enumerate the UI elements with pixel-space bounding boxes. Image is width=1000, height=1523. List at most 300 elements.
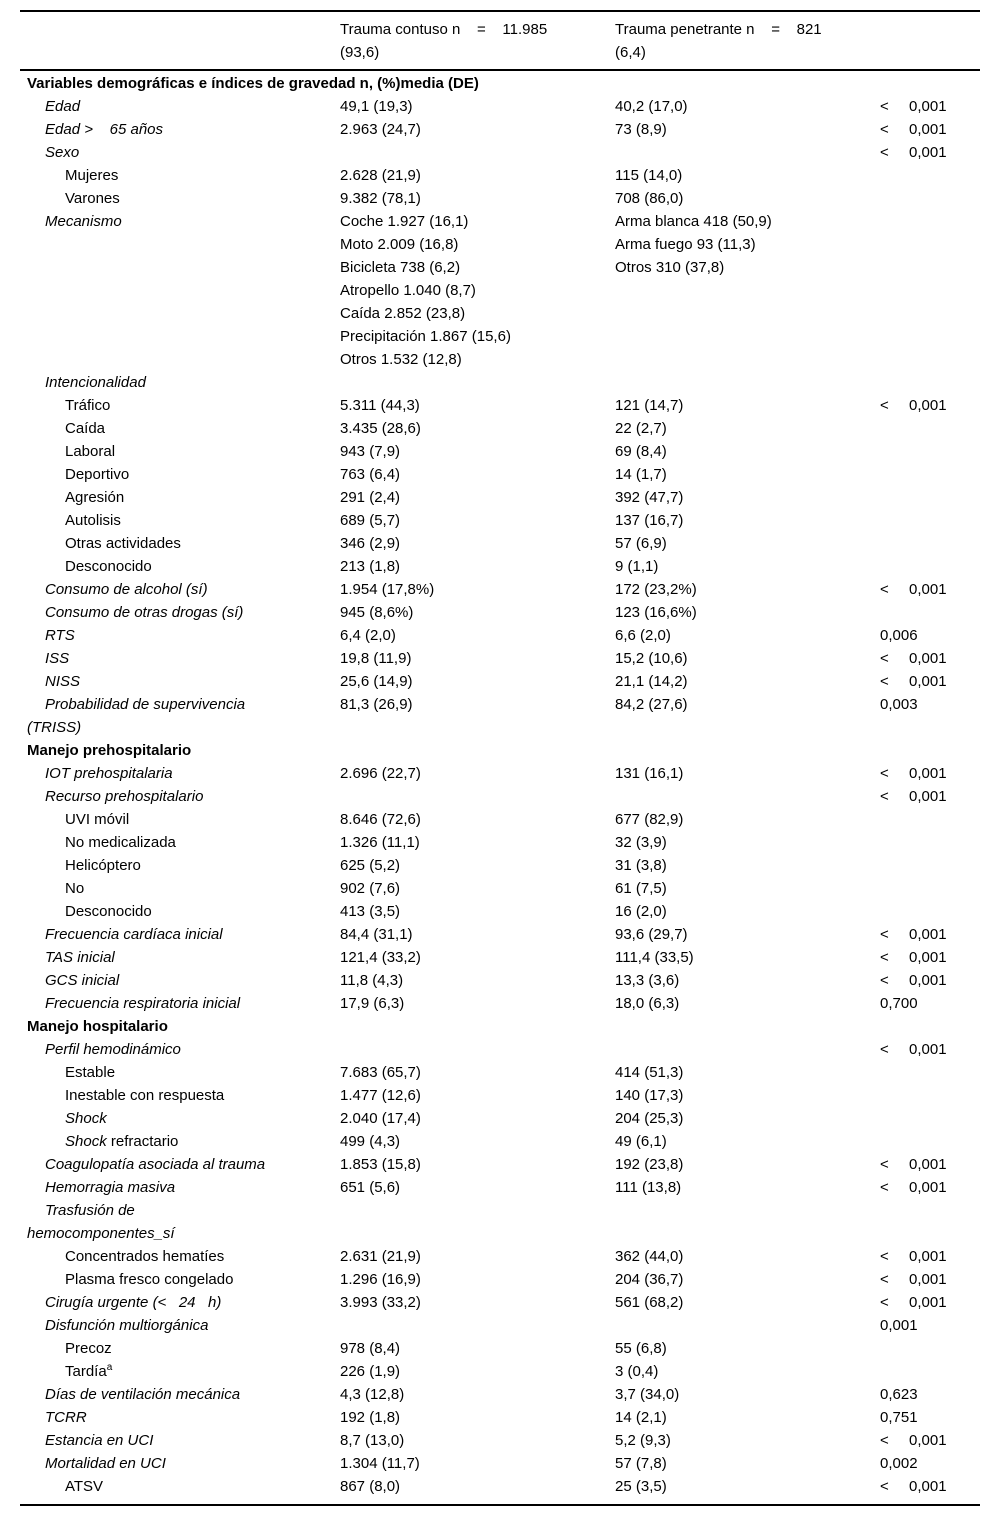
cell-p-value [880, 1015, 980, 1038]
table-row [20, 1475, 980, 1498]
cell-trauma-penetrante: 111,4 (33,5) [615, 949, 694, 966]
column-header-trauma-contuso [340, 18, 615, 64]
row-label: ATSV [65, 1478, 104, 1495]
column-header-trauma-contuso-line2: (93,6) [340, 44, 380, 61]
cell-trauma-contuso: 978 (8,4) [340, 1340, 401, 1357]
table-row [20, 1245, 980, 1268]
table-row [20, 463, 980, 486]
table-body [20, 71, 980, 1506]
row-label: Manejo hospitalario [27, 1018, 168, 1035]
table-row [20, 371, 980, 394]
row-label: Inestable con respuesta [65, 1087, 225, 1104]
row-label: Concentrados hematíes [65, 1248, 225, 1265]
cell-trauma-penetrante: 172 (23,2%) [615, 581, 697, 598]
row-label: No [65, 880, 85, 897]
cell-trauma-contuso: 1.296 (16,9) [340, 1271, 421, 1288]
cell-trauma-penetrante: 14 (2,1) [615, 1409, 667, 1426]
less-than-sign: < [880, 788, 889, 805]
row-label: UVI móvil [65, 811, 130, 828]
less-than-sign: < [880, 397, 889, 414]
cell-p-value: 0,751 [880, 1409, 918, 1426]
row-label: Mecanismo [45, 213, 122, 230]
cell-trauma-penetrante: 362 (44,0) [615, 1248, 684, 1265]
cell-p-value [880, 877, 980, 900]
cell-trauma-penetrante [615, 141, 880, 164]
cell-trauma-contuso: 9.382 (78,1) [340, 190, 421, 207]
cell-p-value: 0,006 [880, 627, 918, 644]
cell-trauma-contuso: 2.963 (24,7) [340, 121, 421, 138]
cell-trauma-contuso: 902 (7,6) [340, 880, 401, 897]
row-label: Sexo [45, 144, 80, 161]
row-label: Laboral [65, 443, 116, 460]
table-row [20, 417, 980, 440]
cell-p-value: < 0,001 [880, 1153, 980, 1176]
cell-trauma-penetrante: 6,6 (2,0) [615, 627, 671, 644]
cell-trauma-contuso [340, 1199, 615, 1245]
cell-p-value [880, 1199, 980, 1245]
cell-trauma-contuso: 121,4 (33,2) [340, 949, 421, 966]
table-row [20, 486, 980, 509]
less-than-sign: < [880, 581, 889, 598]
cell-trauma-contuso: 8,7 (13,0) [340, 1432, 405, 1449]
row-label: Recurso prehospitalario [45, 788, 204, 805]
cell-trauma-contuso: 499 (4,3) [340, 1133, 401, 1150]
table-row [20, 1314, 980, 1337]
cell-p-value: 0,001 [880, 1317, 918, 1334]
row-label: Helicóptero [65, 857, 141, 874]
row-label: Cirugía urgente (< 24 h) [45, 1294, 222, 1311]
row-label: Intencionalidad [45, 374, 146, 391]
cell-trauma-penetrante: 414 (51,3) [615, 1064, 684, 1081]
less-than-sign: < [880, 673, 889, 690]
less-than-sign: < [880, 926, 889, 943]
cell-trauma-contuso: 81,3 (26,9) [340, 696, 413, 713]
cell-trauma-contuso: 763 (6,4) [340, 466, 401, 483]
cell-trauma-contuso: 25,6 (14,9) [340, 673, 413, 690]
cell-trauma-contuso [340, 739, 615, 762]
cell-trauma-contuso: 1.326 (11,1) [340, 834, 420, 851]
cell-trauma-contuso: 226 (1,9) [340, 1363, 401, 1380]
row-label: ISS [45, 650, 70, 667]
cell-trauma-contuso: 5.311 (44,3) [340, 397, 420, 414]
table-row [20, 831, 980, 854]
cell-p-value: < 0,001 [880, 1268, 980, 1291]
cell-trauma-penetrante: 137 (16,7) [615, 512, 684, 529]
footnote-marker: a [106, 1362, 113, 1373]
row-label: Plasma fresco congelado [65, 1271, 234, 1288]
cell-trauma-contuso: 945 (8,6%) [340, 604, 414, 621]
column-header-trauma-penetrante-line1: Trauma penetrante n = 821 [615, 21, 822, 38]
cell-p-value: 0,623 [880, 1386, 918, 1403]
table-row [20, 1061, 980, 1084]
row-label: Edad > 65 años [45, 121, 164, 138]
table-row [20, 923, 980, 946]
table-row [20, 808, 980, 831]
table-row [20, 394, 980, 417]
cell-trauma-penetrante: 131 (16,1) [615, 765, 684, 782]
row-label: Consumo de otras drogas (sí) [45, 604, 244, 621]
cell-trauma-contuso: 1.954 (17,8%) [340, 581, 435, 598]
cell-trauma-penetrante [615, 1015, 880, 1038]
table-row [20, 187, 980, 210]
less-than-sign: < [880, 1156, 889, 1173]
cell-trauma-contuso [340, 141, 615, 164]
less-than-sign: < [880, 1248, 889, 1265]
cell-trauma-penetrante: 73 (8,9) [615, 121, 667, 138]
cell-trauma-contuso: 1.304 (11,7) [340, 1455, 420, 1472]
cell-trauma-penetrante: 16 (2,0) [615, 903, 667, 920]
table-row [20, 900, 980, 923]
table-row [20, 1199, 980, 1245]
cell-trauma-contuso: 291 (2,4) [340, 489, 401, 506]
table-row [20, 1107, 980, 1130]
table-row [20, 578, 980, 601]
cell-trauma-penetrante [615, 72, 880, 95]
less-than-sign: < [880, 1478, 889, 1495]
table-row [20, 1452, 980, 1475]
table-row [20, 555, 980, 578]
cell-trauma-penetrante: 13,3 (3,6) [615, 972, 680, 989]
cell-trauma-penetrante: 15,2 (10,6) [615, 650, 688, 667]
cell-p-value: < 0,001 [880, 95, 980, 118]
cell-trauma-penetrante: 115 (14,0) [615, 167, 683, 184]
cell-trauma-penetrante: 18,0 (6,3) [615, 995, 680, 1012]
row-label: Mujeres [65, 167, 119, 184]
table-row [20, 1406, 980, 1429]
row-label: Desconocido [65, 903, 152, 920]
column-header-trauma-penetrante [615, 18, 880, 64]
row-label: Agresión [65, 489, 125, 506]
table-row [20, 1015, 980, 1038]
table-row [20, 1084, 980, 1107]
cell-trauma-penetrante: 111 (13,8) [615, 1179, 682, 1196]
cell-p-value: < 0,001 [880, 1038, 980, 1061]
cell-p-value: < 0,001 [880, 141, 980, 164]
cell-p-value [880, 555, 980, 578]
cell-p-value [880, 210, 980, 371]
less-than-sign: < [880, 650, 889, 667]
cell-p-value [880, 1337, 980, 1360]
row-label: Disfunción multiorgánica [45, 1317, 209, 1334]
row-label: No medicalizada [65, 834, 176, 851]
cell-trauma-contuso: 1.477 (12,6) [340, 1087, 421, 1104]
table-row [20, 1360, 980, 1383]
table-row [20, 532, 980, 555]
less-than-sign: < [880, 1432, 889, 1449]
cell-p-value: < 0,001 [880, 670, 980, 693]
table-row [20, 877, 980, 900]
cell-p-value: < 0,001 [880, 647, 980, 670]
less-than-sign: < [880, 121, 889, 138]
row-label: Tardía$^a$ [65, 1362, 113, 1380]
cell-p-value [880, 532, 980, 555]
cell-trauma-penetrante: 204 (36,7) [615, 1271, 684, 1288]
cell-trauma-penetrante: 14 (1,7) [615, 466, 667, 483]
row-label: IOT prehospitalaria [45, 765, 173, 782]
cell-trauma-contuso: 7.683 (65,7) [340, 1064, 421, 1081]
cell-trauma-penetrante: 204 (25,3) [615, 1110, 684, 1127]
cell-p-value [880, 1061, 980, 1084]
cell-trauma-contuso: 19,8 (11,9) [340, 650, 412, 667]
cell-trauma-contuso: 6,4 (2,0) [340, 627, 396, 644]
cell-trauma-contuso: 3.435 (28,6) [340, 420, 421, 437]
row-label: Tráfico [65, 397, 111, 414]
row-label: Estable [65, 1064, 116, 1081]
cell-trauma-penetrante: 708 (86,0) [615, 190, 684, 207]
row-label: GCS inicial [45, 972, 120, 989]
row-label: Frecuencia cardíaca inicial [45, 926, 223, 943]
cell-trauma-penetrante: 22 (2,7) [615, 420, 667, 437]
trauma-comparison-table [20, 10, 980, 1506]
row-label: Probabilidad de supervivencia (TRISS) [27, 696, 246, 736]
row-label: NISS [45, 673, 81, 690]
cell-trauma-penetrante: 31 (3,8) [615, 857, 667, 874]
cell-trauma-contuso: 2.040 (17,4) [340, 1110, 421, 1127]
cell-trauma-contuso: 1.853 (15,8) [340, 1156, 421, 1173]
cell-p-value [880, 1084, 980, 1107]
cell-p-value [880, 739, 980, 762]
header-spacer-cell [20, 18, 340, 64]
cell-p-value: < 0,001 [880, 394, 980, 417]
less-than-sign: < [880, 1179, 889, 1196]
table-row [20, 1038, 980, 1061]
row-label: Días de ventilación mecánica [45, 1386, 241, 1403]
row-label: TAS inicial [45, 949, 115, 966]
cell-p-value: < 0,001 [880, 969, 980, 992]
cell-trauma-contuso: 625 (5,2) [340, 857, 401, 874]
cell-trauma-penetrante: 123 (16,6%) [615, 604, 697, 621]
cell-trauma-penetrante: 49 (6,1) [615, 1133, 667, 1150]
cell-p-value [880, 831, 980, 854]
table-row [20, 72, 980, 95]
row-label: Consumo de alcohol (sí) [45, 581, 208, 598]
table-row [20, 601, 980, 624]
table-row [20, 854, 980, 877]
table-row [20, 210, 980, 371]
cell-trauma-contuso: 8.646 (72,6) [340, 811, 421, 828]
table-header [20, 12, 980, 71]
cell-trauma-penetrante: 561 (68,2) [615, 1294, 684, 1311]
table-row [20, 164, 980, 187]
cell-p-value: < 0,001 [880, 1176, 980, 1199]
cell-p-value [880, 900, 980, 923]
row-label: Caída [65, 420, 106, 437]
cell-trauma-contuso: Coche 1.927 (16,1) Moto 2.009 (16,8) Bicicleta 738 (6,2) Atropello 1.040 (8,7) Caída 2.852 (23,8) Precipitación 1.867 (15,6) Otros 1.532 (12,8) [340, 213, 511, 368]
less-than-sign: < [880, 949, 889, 966]
cell-p-value: 0,700 [880, 995, 918, 1012]
cell-trauma-contuso: 2.696 (22,7) [340, 765, 421, 782]
cell-trauma-contuso: 49,1 (19,3) [340, 98, 413, 115]
row-label: Varones [65, 190, 120, 207]
row-label: Manejo prehospitalario [27, 742, 192, 759]
cell-p-value [880, 72, 980, 95]
cell-trauma-contuso: 192 (1,8) [340, 1409, 401, 1426]
cell-p-value [880, 808, 980, 831]
cell-trauma-penetrante: 3 (0,4) [615, 1363, 659, 1380]
cell-trauma-contuso: 84,4 (31,1) [340, 926, 413, 943]
column-header-trauma-contuso-line1: Trauma contuso n = 11.985 [340, 21, 548, 38]
table-row [20, 1153, 980, 1176]
row-label: Deportivo [65, 466, 130, 483]
cell-trauma-contuso: 17,9 (6,3) [340, 995, 405, 1012]
less-than-sign: < [880, 1041, 889, 1058]
cell-trauma-contuso [340, 785, 615, 808]
row-label: TCRR [45, 1409, 87, 1426]
cell-trauma-penetrante: 21,1 (14,2) [615, 673, 688, 690]
cell-trauma-contuso: 346 (2,9) [340, 535, 401, 552]
cell-trauma-contuso: 3.993 (33,2) [340, 1294, 421, 1311]
column-header-trauma-penetrante-line2: (6,4) [615, 44, 646, 61]
cell-p-value: 0,002 [880, 1455, 918, 1472]
row-label: Coagulopatía asociada al trauma [45, 1156, 266, 1173]
table-row [20, 1429, 980, 1452]
cell-trauma-contuso: 213 (1,8) [340, 558, 401, 575]
row-label: Precoz [65, 1340, 112, 1357]
table-row [20, 440, 980, 463]
cell-trauma-contuso [340, 1015, 615, 1038]
row-label: Otras actividades [65, 535, 181, 552]
cell-p-value [880, 1360, 980, 1383]
row-label: RTS [45, 627, 75, 644]
table-row [20, 95, 980, 118]
table-row [20, 992, 980, 1015]
cell-trauma-penetrante: 40,2 (17,0) [615, 98, 688, 115]
cell-trauma-penetrante: 677 (82,9) [615, 811, 684, 828]
cell-trauma-penetrante: 61 (7,5) [615, 880, 667, 897]
cell-trauma-penetrante: 121 (14,7) [615, 397, 684, 414]
table-row [20, 1291, 980, 1314]
cell-trauma-penetrante: 3,7 (34,0) [615, 1386, 680, 1403]
row-label: Hemorragia masiva [45, 1179, 176, 1196]
cell-trauma-contuso: 867 (8,0) [340, 1478, 401, 1495]
cell-p-value [880, 854, 980, 877]
table-row [20, 762, 980, 785]
table-row [20, 624, 980, 647]
table-row [20, 647, 980, 670]
table-row [20, 670, 980, 693]
cell-trauma-penetrante: 25 (3,5) [615, 1478, 667, 1495]
row-label: Autolisis [65, 512, 121, 529]
cell-trauma-penetrante [615, 785, 880, 808]
cell-trauma-penetrante: 5,2 (9,3) [615, 1432, 671, 1449]
cell-trauma-penetrante: Arma blanca 418 (50,9) Arma fuego 93 (11,3) Otros 310 (37,8) [615, 213, 772, 276]
cell-trauma-contuso: 11,8 (4,3) [340, 972, 404, 989]
table-row [20, 1337, 980, 1360]
table-row [20, 1130, 980, 1153]
row-label: Trasfusión de hemocomponentes_sí [27, 1202, 175, 1242]
cell-trauma-penetrante: 84,2 (27,6) [615, 696, 688, 713]
row-label: Variables demográficas e índices de gravedad n, (%)media (DE) [27, 75, 479, 92]
table-row [20, 1176, 980, 1199]
cell-trauma-penetrante: 55 (6,8) [615, 1340, 667, 1357]
table-row [20, 118, 980, 141]
cell-trauma-penetrante [615, 1038, 880, 1061]
less-than-sign: < [880, 98, 889, 115]
cell-p-value: < 0,001 [880, 1245, 980, 1268]
cell-trauma-penetrante: 69 (8,4) [615, 443, 667, 460]
cell-p-value [880, 509, 980, 532]
cell-p-value [880, 440, 980, 463]
less-than-sign: < [880, 1271, 889, 1288]
cell-p-value: < 0,001 [880, 923, 980, 946]
cell-p-value: < 0,001 [880, 785, 980, 808]
cell-trauma-contuso: 413 (3,5) [340, 903, 401, 920]
cell-trauma-contuso [340, 1038, 615, 1061]
table-row [20, 1268, 980, 1291]
cell-p-value [880, 486, 980, 509]
cell-p-value: < 0,001 [880, 1429, 980, 1452]
cell-trauma-contuso [340, 1314, 615, 1337]
row-label: Perfil hemodinámico [45, 1041, 181, 1058]
cell-trauma-penetrante: 140 (17,3) [615, 1087, 684, 1104]
table-row [20, 693, 980, 739]
cell-p-value: < 0,001 [880, 578, 980, 601]
cell-p-value [880, 1107, 980, 1130]
cell-p-value: 0,003 [880, 696, 918, 713]
row-label: Edad [45, 98, 81, 115]
table-row [20, 969, 980, 992]
cell-p-value: < 0,001 [880, 1475, 980, 1498]
cell-trauma-contuso: 2.631 (21,9) [340, 1248, 421, 1265]
cell-trauma-contuso [340, 72, 615, 95]
cell-p-value: < 0,001 [880, 1291, 980, 1314]
less-than-sign: < [880, 765, 889, 782]
cell-trauma-penetrante: 192 (23,8) [615, 1156, 684, 1173]
cell-trauma-contuso [340, 371, 615, 394]
cell-trauma-penetrante [615, 1314, 880, 1337]
row-label: Shock refractario [65, 1133, 179, 1150]
header-pvalue-cell [880, 18, 980, 64]
less-than-sign: < [880, 144, 889, 161]
cell-trauma-contuso: 943 (7,9) [340, 443, 401, 460]
cell-trauma-penetrante: 57 (7,8) [615, 1455, 667, 1472]
cell-trauma-penetrante: 9 (1,1) [615, 558, 659, 575]
cell-p-value [880, 1130, 980, 1153]
table-row [20, 141, 980, 164]
cell-p-value [880, 164, 980, 187]
cell-trauma-penetrante [615, 739, 880, 762]
cell-trauma-penetrante: 57 (6,9) [615, 535, 667, 552]
table-row [20, 509, 980, 532]
table-row [20, 785, 980, 808]
table-row [20, 946, 980, 969]
cell-trauma-contuso: 4,3 (12,8) [340, 1386, 405, 1403]
cell-p-value [880, 601, 980, 624]
cell-p-value: < 0,001 [880, 946, 980, 969]
table-row [20, 1383, 980, 1406]
cell-trauma-contuso: 689 (5,7) [340, 512, 401, 529]
cell-p-value: < 0,001 [880, 118, 980, 141]
row-label: Frecuencia respiratoria inicial [45, 995, 241, 1012]
cell-p-value [880, 371, 980, 394]
cell-trauma-penetrante [615, 1199, 880, 1245]
row-label: Shock [65, 1110, 107, 1127]
cell-p-value [880, 417, 980, 440]
cell-p-value: < 0,001 [880, 762, 980, 785]
cell-p-value [880, 187, 980, 210]
cell-trauma-penetrante: 392 (47,7) [615, 489, 684, 506]
cell-trauma-penetrante: 32 (3,9) [615, 834, 667, 851]
row-label: Estancia en UCI [45, 1432, 154, 1449]
cell-trauma-contuso: 651 (5,6) [340, 1179, 401, 1196]
less-than-sign: < [880, 972, 889, 989]
table-row [20, 739, 980, 762]
row-label: Mortalidad en UCI [45, 1455, 166, 1472]
cell-trauma-penetrante: 93,6 (29,7) [615, 926, 688, 943]
cell-trauma-contuso: 2.628 (21,9) [340, 167, 421, 184]
less-than-sign: < [880, 1294, 889, 1311]
cell-trauma-penetrante [615, 371, 880, 394]
